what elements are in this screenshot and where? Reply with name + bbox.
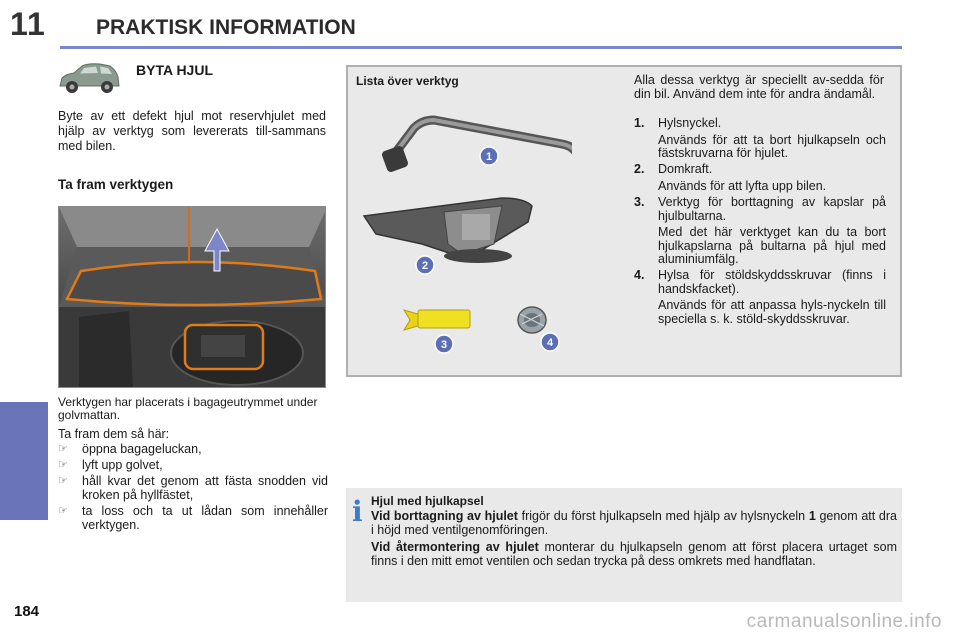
info-refit-label: Vid återmontering av hjulet — [371, 540, 539, 554]
trunk-photo — [58, 206, 326, 388]
tool-description: Används för att anpassa hyls-nyckeln till speciella s. k. stöld-skyddsskruvar. — [658, 298, 886, 326]
info-refit-paragraph — [371, 541, 897, 568]
watermark: carmanualsonline.info — [746, 611, 942, 632]
tool-description: Används för att lyfta upp bilen. — [658, 178, 827, 193]
header-divider — [60, 46, 902, 49]
step-text: öppna bagageluckan, — [82, 442, 202, 456]
subsection-title: Ta fram verktygen — [58, 177, 174, 192]
list-item — [634, 269, 886, 326]
callout-label: 3 — [440, 339, 448, 351]
info-removal-paragraph — [371, 510, 897, 537]
info-removal-ref: 1 — [808, 509, 816, 523]
tool-number: 2. — [634, 162, 645, 176]
step-text: håll kvar det genom att fästa snodden vid kroken på hyllfästet, — [82, 474, 328, 502]
section-title: BYTA HJUL — [136, 62, 213, 78]
trunk-caption: Verktygen har placerats i bagageutrymmet under golvmattan. — [58, 395, 318, 422]
pointing-hand-icon: ☞ — [58, 459, 68, 471]
info-removal-label: Vid borttagning av hjulet — [371, 509, 518, 523]
chapter-title: PRAKTISK INFORMATION — [96, 16, 356, 39]
anti-theft-socket-icon — [518, 307, 546, 333]
list-item — [634, 117, 886, 161]
info-refit-text: monterar du hjulkapseln genom att först placera urtaget som finns i den mitt emot ventilen och sedan trycka på dess omkrets med handflatan. — [371, 540, 897, 568]
list-item — [58, 458, 328, 472]
callout-label: 1 — [485, 151, 493, 163]
cap-removal-tool-icon — [404, 310, 470, 330]
tool-name: Hylsa för stöldskyddsskruvar (finns i handskfacket). — [658, 268, 886, 296]
tool-name: Hylsnyckel. — [658, 116, 722, 130]
info-removal-text: frigör du först hjulkapseln med hjälp av hylsnyckeln — [517, 509, 809, 523]
chapter-number: 11 — [10, 6, 46, 42]
tools-illustration — [352, 94, 572, 366]
tool-name: Verktyg för borttagning av kapslar på hjulbultarna. — [658, 195, 886, 223]
section-intro: Byte av ett defekt hjul mot reservhjulet med hjälp av verktyg som levererats till-sammans med bilen. — [58, 109, 326, 153]
pointing-hand-icon: ☞ — [58, 475, 68, 487]
callout-label: 2 — [421, 260, 429, 272]
tool-number: 1. — [634, 116, 645, 130]
list-item — [58, 504, 328, 532]
instruction-lead: Ta fram dem så här: — [58, 427, 170, 441]
pointing-hand-icon: ☞ — [58, 505, 68, 517]
list-item — [634, 196, 886, 267]
wheel-brace-icon — [381, 120, 572, 173]
tool-number: 4. — [634, 268, 645, 282]
tool-number: 3. — [634, 195, 645, 209]
jack-icon — [364, 198, 532, 263]
tool-description: Med det här verktyget kan du ta bort hjulkapslarna på bultarna på hjul med aluminiumfälg. — [658, 225, 886, 266]
list-item — [58, 442, 328, 456]
list-item — [58, 474, 328, 502]
chapter-tab — [0, 402, 48, 520]
info-removal-text-end: genom att dra i höjd med ventilgenomföringen. — [371, 509, 897, 537]
info-title: Hjul med hjulkapsel — [371, 494, 484, 508]
callout-label: 4 — [546, 337, 554, 349]
page-number: 184 — [14, 603, 40, 620]
list-item — [634, 163, 886, 193]
step-text: lyft upp golvet, — [82, 458, 163, 472]
info-icon: i — [352, 495, 363, 528]
tool-name: Domkraft. — [658, 162, 713, 176]
step-text: ta loss och ta ut lådan som innehåller verktygen. — [82, 504, 328, 532]
pointing-hand-icon: ☞ — [58, 443, 68, 455]
tools-intro: Alla dessa verktyg är speciellt av-sedda för din bil. Använd dem inte för andra ändamål. — [634, 73, 884, 101]
car-icon — [56, 60, 122, 98]
tool-description: Används för att ta bort hjulkapseln och fästskruvarna för hjulet. — [658, 132, 886, 160]
tools-title: Lista över verktyg — [356, 74, 459, 88]
instruction-steps — [58, 442, 328, 534]
